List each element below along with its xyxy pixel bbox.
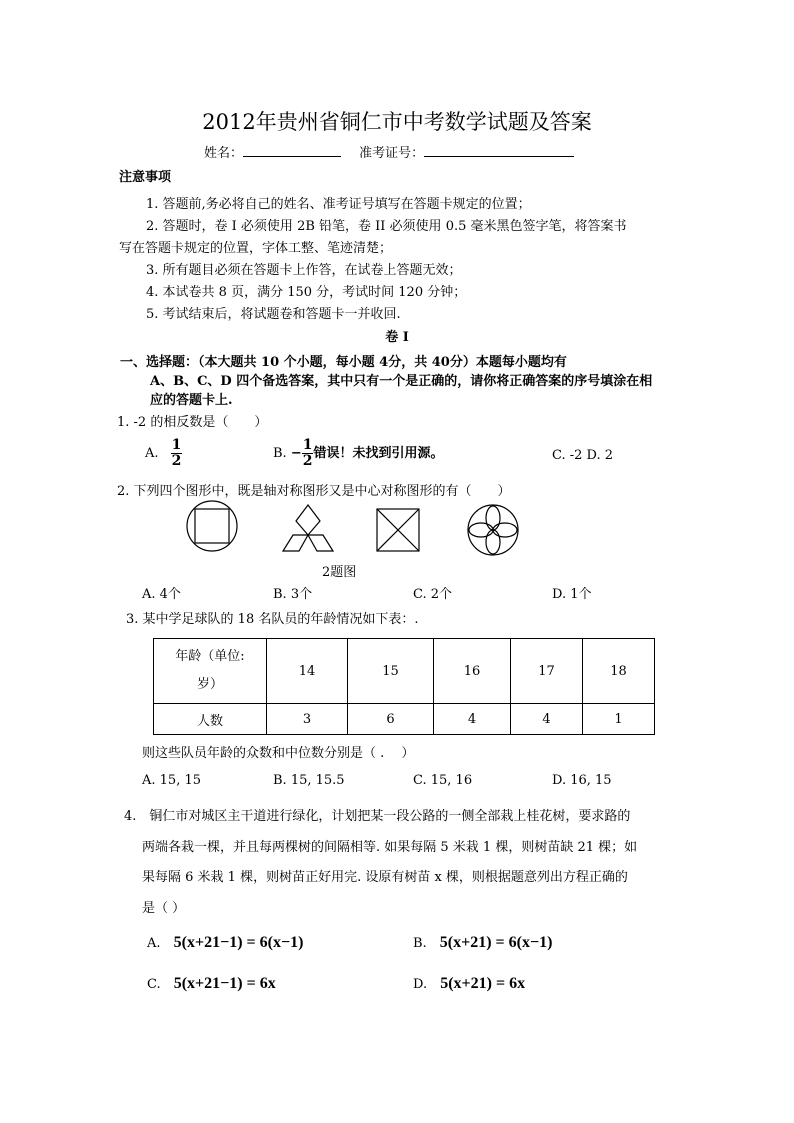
question-4-option-a <box>147 932 303 952</box>
fraction <box>302 438 314 469</box>
reference-error-text: 错误！未找到引用源。 <box>313 446 444 461</box>
circle-with-square-figure <box>187 501 237 551</box>
question-3-option-a: A. 15, 15 <box>142 773 202 788</box>
equation: 5(x+21−1) = 6(x−1) <box>173 934 304 951</box>
exam-number-blank[interactable] <box>424 144 574 157</box>
equation: 5(x+21) = 6(x−1) <box>439 934 553 951</box>
question-2-option-a: A. 4个 <box>142 587 181 602</box>
equation: 5(x+21−1) = 6x <box>173 975 276 992</box>
question-4-option-c <box>147 973 276 993</box>
header-text: 岁） <box>196 677 223 692</box>
question-4-stem: 4. 铜仁市对城区主干道进行绿化，计划把某一段公路的一侧全部栽上桂花树，要求路的 <box>124 809 631 824</box>
table-cell: 3 <box>267 704 348 735</box>
exam-number-label: 准考证号： <box>359 146 425 161</box>
table-cell: 15 <box>348 639 434 704</box>
notice-item: 3. 所有题目必须在答题卡上作答，在试卷上答题无效； <box>146 263 462 278</box>
table-cell: 18 <box>583 639 655 704</box>
option-label: A. <box>145 446 159 461</box>
circle-with-petals-figure <box>468 505 518 555</box>
numerator: 1 <box>302 437 313 453</box>
denominator: 2 <box>171 453 182 469</box>
question-1-option-a <box>145 438 182 469</box>
question-1-options-cd: C. -2 D. 2 <box>552 448 614 463</box>
name-blank[interactable] <box>243 144 341 157</box>
notice-item: 1. 答题前,务必将自己的姓名、准考证号填写在答题卡规定的位置； <box>146 197 531 212</box>
equation: 5(x+21) = 6x <box>440 975 526 992</box>
option-label: C. <box>147 977 161 992</box>
question-3-stem: 3. 某中学足球队的 18 名队员的年龄情况如下表：. <box>126 612 419 627</box>
table-cell: 1 <box>583 704 655 735</box>
table-header-cell: 人数 <box>154 704 267 735</box>
table-header-cell <box>154 639 267 704</box>
table-cell: 16 <box>434 639 511 704</box>
volume-heading: 卷 I <box>385 330 409 345</box>
notice-item: 2. 答题时，卷 I 必须使用 2B 铅笔，卷 II 必须使用 0.5 毫米黑色签字笔，将答案书 <box>146 219 627 234</box>
numerator: 1 <box>171 437 182 453</box>
question-1-stem: 1. -2 的相反数是（ ） <box>117 415 268 430</box>
option-label: B. <box>273 446 287 461</box>
question-1-option-b <box>273 438 444 469</box>
page-title: 2012年贵州省铜仁市中考数学试题及答案 <box>202 110 592 134</box>
question-4-option-b <box>413 932 552 952</box>
question-3-option-d: D. 16, 15 <box>552 773 612 788</box>
minus-sign: − <box>290 446 302 461</box>
option-label: B. <box>413 936 427 951</box>
table-cell: 4 <box>511 704 583 735</box>
question-3-option-c: C. 15, 16 <box>413 773 473 788</box>
option-label: D. <box>413 977 428 992</box>
section-heading-line2: A、B、C、D 四个备选答案，其中只有一个是正确的，请你将正确答案的序号填涂在相 <box>150 374 653 389</box>
notice-item-continued: 写在答题卡规定的位置，字体工整、笔迹清楚； <box>119 241 393 256</box>
notice-item: 5. 考试结束后，将试题卷和答题卡一并收回. <box>146 307 401 322</box>
fraction <box>171 438 183 469</box>
table-cell: 14 <box>267 639 348 704</box>
question-2-option-b: B. 3个 <box>273 587 313 602</box>
age-table <box>153 638 655 735</box>
question-2-option-d: D. 1个 <box>552 587 592 602</box>
notice-heading: 注意事项 <box>119 170 172 185</box>
figure-caption: 2题图 <box>322 565 357 580</box>
question-4-option-d <box>413 973 525 993</box>
table-cell: 6 <box>348 704 434 735</box>
header-text: 年龄（单位: <box>175 649 245 664</box>
question-4-stem-line: 是（ ） <box>142 901 186 916</box>
table-row-ages <box>154 639 655 704</box>
question-3-prompt: 则这些队员年龄的众数和中位数分别是（ . ） <box>142 746 415 761</box>
option-label: A. <box>147 936 161 951</box>
name-field-row <box>204 142 574 161</box>
section-heading-line3: 应的答题卡上. <box>150 393 233 408</box>
table-row-counts <box>154 704 655 735</box>
square-with-diagonals-figure <box>377 509 419 551</box>
question-4-stem-line: 两端各栽一棵，并且每两棵树的间隔相等. 如果每隔 5 米栽 1 棵，则树苗缺 21 棵；如 <box>142 840 638 855</box>
question-4-stem-line: 果每隔 6 米栽 1 棵，则树苗正好用完. 设原有树苗 x 棵，则根据题意列出方程正确的 <box>142 870 628 885</box>
notice-item: 4. 本试卷共 8 页，满分 150 分，考试时间 120 分钟； <box>146 285 467 300</box>
table-cell: 17 <box>511 639 583 704</box>
question-2-option-c: C. 2个 <box>413 587 453 602</box>
denominator: 2 <box>302 453 313 469</box>
table-cell: 4 <box>434 704 511 735</box>
three-rhombus-figure <box>283 505 333 551</box>
section-heading: 一、选择题：（本大题共 10 个小题，每小题 4分，共 40分）本题每小题均有 <box>120 355 567 370</box>
question-3-option-b: B. 15, 15.5 <box>273 773 345 788</box>
name-label: 姓名： <box>204 146 244 161</box>
question-2-stem: 2. 下列四个图形中，既是轴对称图形又是中心对称图形的有（ ） <box>117 484 511 499</box>
question-2-figures <box>175 500 535 560</box>
